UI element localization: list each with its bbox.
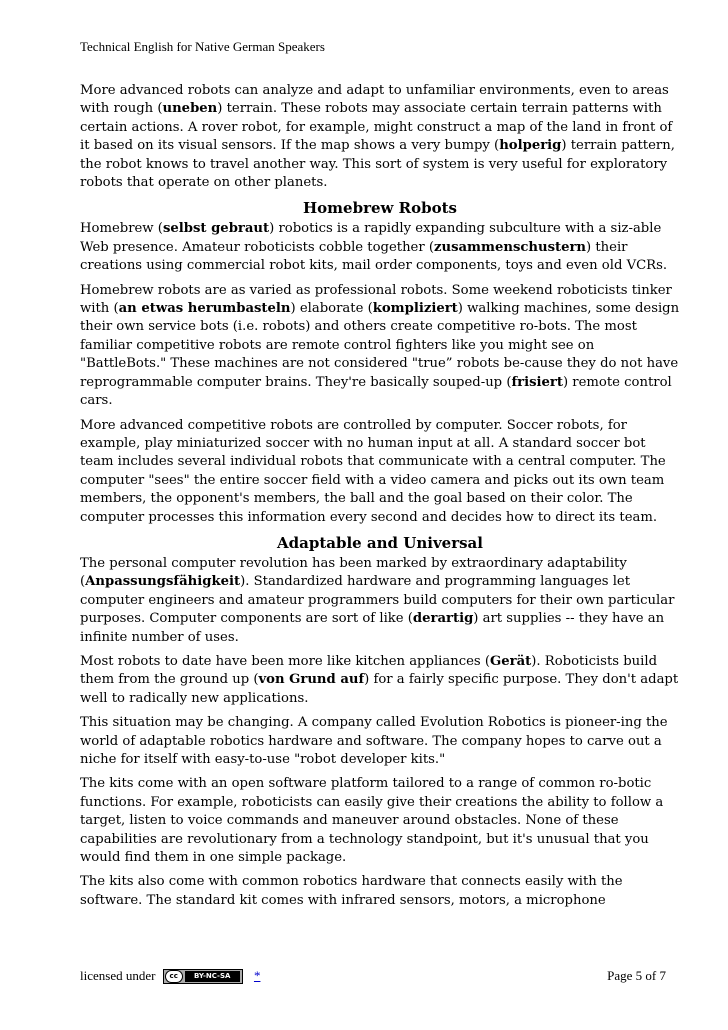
section-heading: Homebrew Robots: [303, 199, 457, 218]
text-run: ) elaborate (: [290, 301, 373, 317]
text-run: ) their creations using commercial robot kits, mail order components, toys and even old VCRs.: [80, 239, 668, 274]
german-term: frisiert: [511, 374, 563, 390]
paragraph: [80, 555, 680, 647]
text-run: This situation may be changing. A company called Evolution Robotics is pioneer-ing the world of adaptable robotics hardware and software. The company hopes to carve out a niche for itself with easy-to-use "robot developer kits.": [80, 715, 668, 767]
text-run: ) robotics is a rapidly expanding subculture with a siz-able Web presence. Amateur roboticists cobble together (: [80, 221, 662, 255]
german-term: an etwas herumbasteln: [118, 301, 291, 317]
page-number: Page 5 of 7: [607, 968, 666, 983]
german-term: holperig: [499, 138, 562, 154]
creative-commons-badge[interactable]: [163, 969, 243, 984]
paragraph: [80, 873, 680, 910]
document-body: [80, 82, 680, 916]
text-run: Homebrew (: [80, 221, 163, 237]
cc-logo-icon: cc: [165, 970, 183, 983]
paragraph: [80, 775, 680, 867]
text-run: ) remote control cars.: [80, 374, 672, 409]
german-term: Gerät: [490, 653, 532, 669]
page-footer: [80, 966, 666, 986]
paragraph: [80, 653, 680, 708]
text-run: The personal computer revolution has been marked by extraordinary adaptability (: [80, 555, 627, 590]
text-run: More advanced competitive robots are controlled by computer. Soccer robots, for example, play miniaturized soccer with no human input at all. A standard soccer bot team includes several individual robots that communicate with a central computer. The computer "sees" the entire soccer field with a video camera and picks out its own team members, the opponent's members, the ball and the goal based on their color. The computer processes this information every second and decides how to direct its team.: [80, 417, 666, 525]
page-header: Technical English for Native German Speakers: [80, 39, 325, 54]
paragraph: [80, 714, 680, 769]
text-run: ). Standardized hardware and programming languages let computer engineers and amateur programmers build computers for their own particular purposes. Computer components are sort of like (: [80, 574, 675, 627]
license-type-label: BY-NC-SA: [185, 971, 240, 982]
paragraph: [80, 82, 680, 192]
text-run: ) terrain. These robots may associate certain terrain patterns with certain actions. A rover robot, for example, might construct a map of the land in front of it based on its visual sensors. If the map shows a very bumpy (: [80, 101, 673, 154]
text-run: ). Roboticists build them from the ground up (: [80, 653, 658, 688]
german-term: Anpassungsfähigkeit: [85, 574, 241, 590]
german-term: uneben: [162, 101, 218, 117]
german-term: kompliziert: [372, 301, 458, 317]
text-run: ) art supplies -- they have an infinite number of uses.: [80, 611, 665, 645]
section-heading: Adaptable and Universal: [277, 533, 483, 552]
text-run: More advanced robots can analyze and adapt to unfamiliar environments, even to areas with rough (: [80, 83, 669, 117]
text-run: ) walking machines, some design their own service bots (i.e. robots) and others create competitive ro-bots. The most familiar competitive robots are remote control fighters like you might see on "BattleBots." These machines are not considered "true” robots be-cause they do not have reprogrammable computer brains. They're basically souped-up (: [80, 301, 680, 390]
german-term: selbst gebraut: [162, 221, 270, 237]
text-run: Most robots to date have been more like kitchen appliances (: [80, 653, 491, 669]
paragraph: [80, 282, 680, 411]
text-run: Homebrew robots are as varied as professional robots. Some weekend roboticists tinker with (: [80, 282, 672, 317]
german-term: von Grund auf: [258, 672, 365, 688]
text-run: ) terrain pattern, the robot knows to travel another way. This sort of system is very useful for exploratory robots that operate on other planets.: [80, 138, 675, 191]
german-term: derartig: [412, 611, 474, 627]
licensed-under-label: licensed under: [80, 968, 156, 983]
text-run: The kits come with an open software platform tailored to a range of common ro-botic functions. For example, roboticists can easily give their creations the ability to follow a target, listen to voice commands and maneuver around obstacles. None of these capabilities are revolutionary from a technology standpoint, but it's unusual that you would find them in one simple package.: [80, 776, 664, 866]
license-line: [80, 966, 260, 986]
text-run: The kits also come with common robotics hardware that connects easily with the software. The standard kit comes with infrared sensors, motors, a microphone: [80, 874, 623, 908]
license-link[interactable]: *: [253, 968, 261, 983]
paragraph: [80, 220, 680, 275]
german-term: zusammenschustern: [434, 239, 587, 255]
text-run: ) for a fairly specific purpose. They don't adapt well to radically new applications.: [80, 672, 679, 706]
paragraph: [80, 417, 680, 527]
